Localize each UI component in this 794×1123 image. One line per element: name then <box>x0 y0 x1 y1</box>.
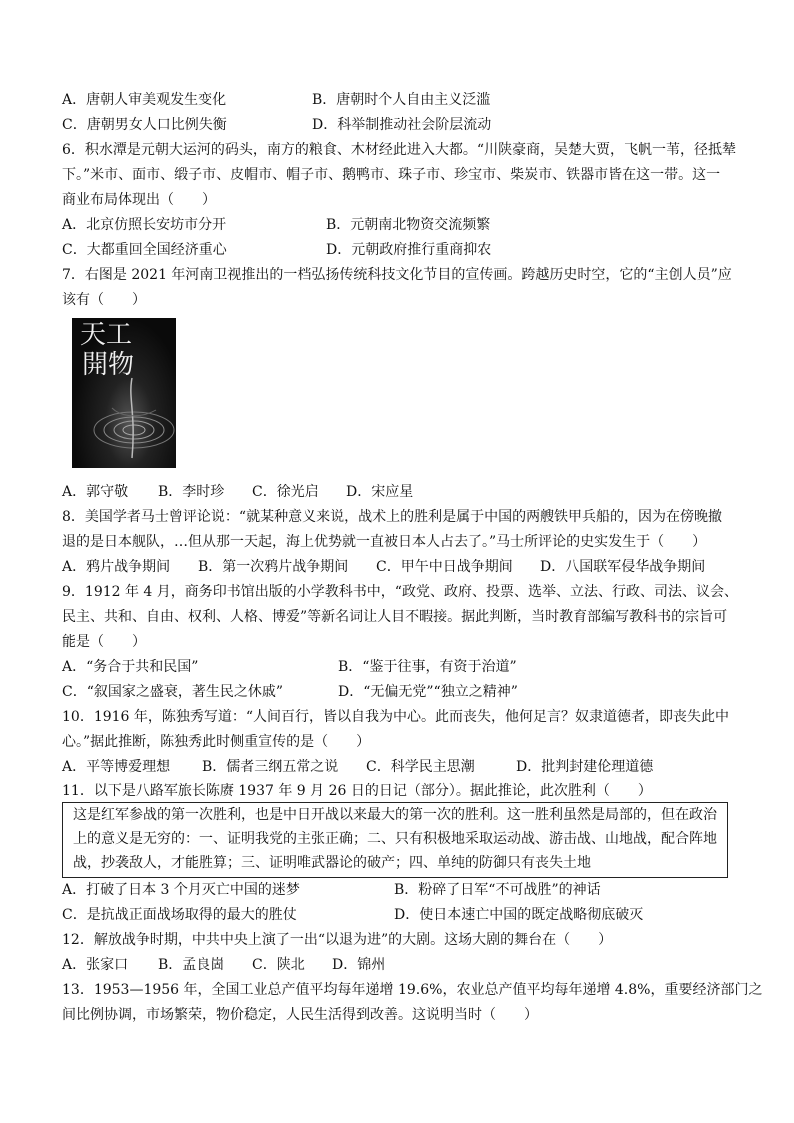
tiangong-kaiwu-poster-image <box>72 318 176 468</box>
q11-option-b: B．粉碎了日军“不可战胜”的神话 <box>394 882 601 898</box>
q10-option-b: B．儒者三纲五常之说 <box>202 759 339 775</box>
q7-option-d: D．宋应星 <box>346 484 414 500</box>
q8-option-b: B．第一次鸦片战争期间 <box>198 559 349 575</box>
q11-excerpt-line1: 这是红军参战的第一次胜利，也是中日开战以来最大的第一次的胜利。这一胜利虽然是局部的，但在政治 <box>73 807 717 823</box>
q9-option-c: C．“叙国家之盛衰，著生民之休戚” <box>62 684 284 700</box>
q11-excerpt-line3: 战，抄袭敌人，才能胜算；三、证明唯武器论的破产；四、单纯的防御只有丧失土地 <box>73 855 591 871</box>
q11-excerpt-line2: 上的意义是无穷的：一、证明我党的主张正确；二、只有积极地采取运动战、游击战、山地战，配合阵地 <box>73 831 717 847</box>
q8-stem-line1: 8．美国学者马士曾评论说：“就某种意义来说，战术上的胜利是属于中国的两艘铁甲兵船的，因为在傍晚撤 <box>62 509 723 525</box>
q10-option-d: D．批判封建伦理道德 <box>516 759 654 775</box>
poster-title-line1: 天工 <box>80 320 133 350</box>
q5-option-b: B．唐朝时个人自由主义泛滥 <box>312 92 491 108</box>
q11-option-c: C．是抗战正面战场取得的最大的胜仗 <box>62 907 297 923</box>
q13-stem-line1: 13．1953—1956 年，全国工业总产值平均每年递增 19.6%，农业总产值平均每年递增 4.8%，重要经济部门之 <box>62 982 763 998</box>
q6-option-a: A．北京仿照长安坊市分开 <box>62 217 227 233</box>
q12-option-b: B．孟良崮 <box>158 957 225 973</box>
q7-options <box>62 482 413 502</box>
q6-option-c: C．大都重回全国经济重心 <box>62 242 227 258</box>
q6-stem-line3: 商业布局体现出（ ） <box>62 192 216 208</box>
q7-stem-line2: 该有（ ） <box>62 292 146 308</box>
q8-option-c: C．甲午中日战争期间 <box>376 559 513 575</box>
q12-option-d: D．锦州 <box>332 957 386 973</box>
q9-option-b: B．“鉴于往事，有资于治道” <box>338 659 517 675</box>
q11-stem-line1: 11．以下是八路军旅长陈赓 1937 年 9 月 26 日的日记（部分）。据此推论，此次胜利（ ） <box>62 783 652 799</box>
q11-option-d: D．使日本速亡中国的既定战略彻底破灭 <box>394 907 644 923</box>
q7-option-b: B．李时珍 <box>158 484 225 500</box>
q9-option-a: A．“务合于共和民国” <box>62 659 199 675</box>
q7-stem-line1: 7．右图是 2021 年河南卫视推出的一档弘扬传统科技文化节目的宣传画。跨越历史时空，它的“主创人员”应 <box>62 267 732 283</box>
q5-option-a: A．唐朝人审美观发生变化 <box>62 92 227 108</box>
q12-option-c: C．陕北 <box>252 957 305 973</box>
q12-option-a: A．张家口 <box>62 957 129 973</box>
q11-diary-excerpt-box <box>62 802 728 878</box>
poster-title-line2: 開物 <box>82 350 135 380</box>
q6-option-b: B．元朝南北物资交流频繁 <box>326 217 491 233</box>
q10-stem-line2: 心。”据此推断，陈独秀此时侧重宣传的是（ ） <box>62 734 371 750</box>
q7-option-a: A．郭守敬 <box>62 484 129 500</box>
q10-stem-line1: 10．1916 年，陈独秀写道：“人间百行，皆以自我为中心。此而丧失，他何足言？奴隶道德者，即丧失此中 <box>62 709 730 725</box>
q6-option-d: D．元朝政府推行重商抑农 <box>326 242 492 258</box>
q6-stem-line1: 6．积水潭是元朝大运河的码头，南方的粮食、木材经此进入大都。“川陕豪商，吴楚大贾，飞帆一苇，径抵辇 <box>62 142 737 158</box>
q8-options <box>62 557 705 577</box>
q8-stem-line2: 退的是日本舰队，…但从那一天起，海上优势就一直被日本人占去了。”马士所评论的史实发生于（ ） <box>62 534 707 550</box>
q11-option-a: A．打破了日本 3 个月灭亡中国的迷梦 <box>62 882 300 898</box>
q12-options <box>62 955 385 975</box>
q5-option-c: C．唐朝男女人口比例失衡 <box>62 117 227 133</box>
q9-stem-line3: 能是（ ） <box>62 634 146 650</box>
q10-options <box>62 757 653 777</box>
q13-stem-line2: 间比例协调，市场繁荣，物价稳定，人民生活得到改善。这说明当时（ ） <box>62 1007 538 1023</box>
q12-stem-line1: 12．解放战争时期，中共中央上演了一出“以退为进”的大剧。这场大剧的舞台在（ ） <box>62 932 613 948</box>
q7-option-c: C．徐光启 <box>252 484 319 500</box>
q8-option-d: D．八国联军侵华战争期间 <box>540 559 706 575</box>
q9-stem-line1: 9．1912 年 4 月，商务印书馆出版的小学教科书中，“政党、政府、投票、选举、立法、行政、司法、议会、 <box>62 584 738 600</box>
q9-option-d: D．“无偏无党”“独立之精神” <box>338 684 518 700</box>
q8-option-a: A．鸦片战争期间 <box>62 559 171 575</box>
q10-option-a: A．平等博爱理想 <box>62 759 171 775</box>
q9-stem-line2: 民主、共和、自由、权利、人格、博爱”等新名词让人目不暇接。据此判断，当时教育部编写教科书的宗旨可 <box>62 609 728 625</box>
q5-option-d: D．科举制推动社会阶层流动 <box>312 117 492 133</box>
q10-option-c: C．科学民主思潮 <box>366 759 475 775</box>
q6-stem-line2: 下。”米市、面市、缎子市、皮帽市、帽子市、鹅鸭市、珠子市、珍宝市、柴炭市、铁器市皆在这一带。这一 <box>62 167 721 183</box>
